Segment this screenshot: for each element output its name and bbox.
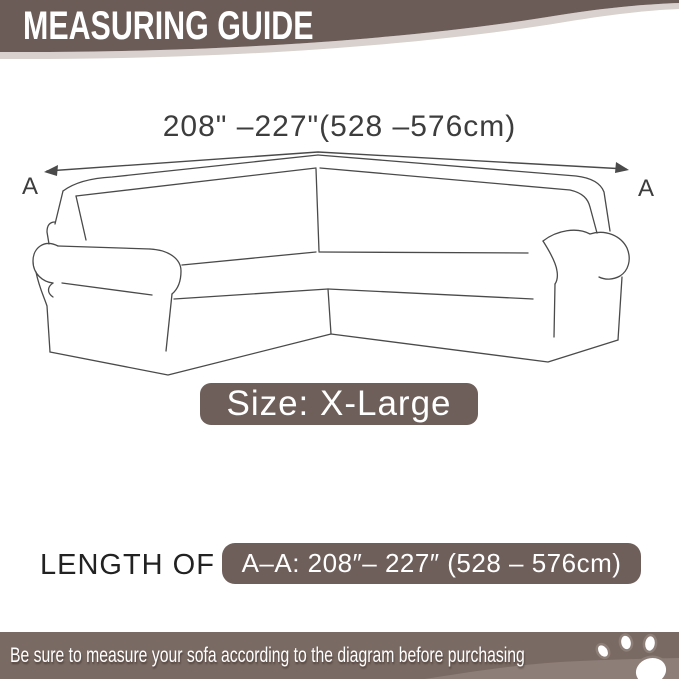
sofa-outline xyxy=(33,155,629,375)
length-value-badge: A–A: 208″– 227″ (528 – 576cm) xyxy=(222,543,641,584)
length-label: LENGTH OF xyxy=(40,549,215,581)
label-a-right: A xyxy=(637,175,655,202)
bottom-banner xyxy=(0,632,679,679)
size-badge: Size: X-Large xyxy=(200,383,478,425)
measurement-range-label: 208" –227"(528 –576cm) xyxy=(162,110,517,143)
footer-note: Be sure to measure your sofa according to the diagram before purchasing xyxy=(10,643,525,667)
measure-arrow xyxy=(44,152,629,176)
page-title: MEASURING GUIDE xyxy=(23,4,314,48)
label-a-left: A xyxy=(21,173,39,200)
